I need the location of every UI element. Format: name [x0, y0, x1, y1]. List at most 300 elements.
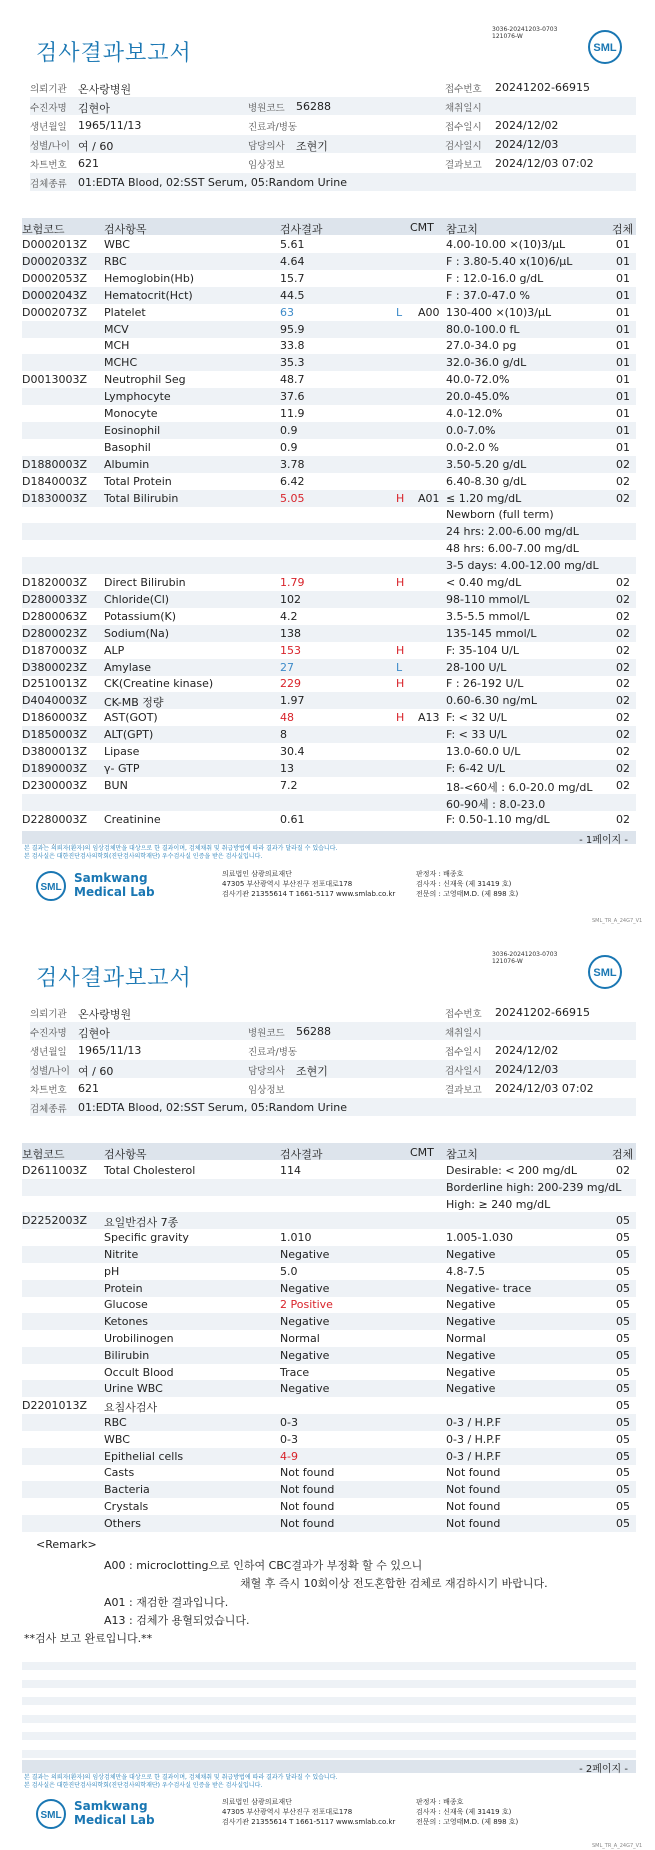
test-item: Glucose [104, 1298, 148, 1312]
specimen-code: 05 [616, 1231, 630, 1245]
test-item: WBC [104, 1432, 130, 1446]
test-item: Bacteria [104, 1483, 150, 1497]
comment-code: A00 [418, 305, 440, 319]
test-item: Lymphocyte [104, 390, 171, 404]
table-row [22, 1296, 636, 1313]
test-result: Negative [280, 1348, 330, 1362]
reference-range: Borderline high: 200-239 mg/dL [446, 1180, 622, 1194]
insurance-code: D0002043Z [22, 288, 87, 302]
reference-range: Negative [446, 1365, 496, 1379]
specimen-code: 01 [616, 423, 630, 437]
reference-range: F : 37.0-47.0 % [446, 288, 530, 302]
table-row [22, 1515, 636, 1532]
test-result: 33.8 [280, 339, 305, 353]
specimen-code: 05 [616, 1315, 630, 1329]
reference-range: 3-5 days: 4.00-12.00 mg/dL [446, 559, 599, 573]
reference-range: Not found [446, 1483, 501, 1497]
table-row [22, 304, 636, 321]
reference-range: Negative [446, 1248, 496, 1261]
sml-logo-icon [586, 953, 624, 991]
specimen-code: 01 [616, 440, 630, 454]
specimen-code: 05 [616, 1483, 630, 1497]
disclaimer: 본 결과는 의뢰자(환자)의 임상검체만을 대상으로 한 결과이며, 검체채취 및 취급방법에 따라 결과가 달라질 수 있습니다. 본 검사실은 대한진단검사의학회(진단검사의학재단) 우수검사실 인증을 받은 검사실입니다. [24, 1774, 338, 1789]
table-row [22, 1229, 636, 1246]
test-result: 229 [280, 677, 301, 691]
lab-address: 의료법인 삼광의료재단 47305 부산광역시 부산진구 전포대로178 검사기관 21355614 T 1661-5117 www.smlab.co.kr [222, 870, 396, 898]
insurance-code: D0002053Z [22, 271, 87, 285]
comment-code: A13 [418, 711, 440, 725]
test-result: 1.97 [280, 694, 305, 708]
test-item: Monocyte [104, 407, 158, 420]
test-item: CK-MB 정량 [104, 696, 164, 710]
reference-range: Not found [446, 1516, 501, 1530]
test-item: WBC [104, 238, 130, 251]
insurance-code: D0002013Z [22, 238, 87, 251]
reference-range: 6.40-8.30 g/dL [446, 474, 527, 488]
test-result: Normal [280, 1332, 320, 1345]
test-result: 4-9 [280, 1449, 298, 1463]
test-item: MCH [104, 339, 130, 353]
reference-range: 0.60-6.30 ng/mL [446, 694, 537, 708]
test-item: Nitrite [104, 1248, 139, 1261]
sml-footer-logo-icon [34, 1797, 68, 1831]
test-result: 15.7 [280, 271, 305, 285]
specimen-code: 01 [616, 322, 630, 336]
table-row [22, 811, 636, 828]
test-result: Trace [280, 1365, 310, 1379]
test-item: Occult Blood [104, 1365, 174, 1379]
reference-range: 0.0-2.0 % [446, 440, 499, 454]
specimen-code: 02 [616, 694, 630, 708]
test-result: 48 [280, 711, 294, 725]
test-result: Not found [280, 1500, 335, 1513]
table-row [22, 1313, 636, 1330]
insurance-code: D2280003Z [22, 812, 87, 826]
reference-range: 4.0-12.0% [446, 407, 503, 420]
specimen-code: 01 [616, 390, 630, 404]
specimen-code: 05 [616, 1348, 630, 1362]
test-result: 13 [280, 761, 294, 775]
test-item: CK(Creatine kinase) [104, 677, 214, 691]
blank-row [22, 1732, 636, 1740]
test-result: 153 [280, 643, 301, 657]
test-item: RBC [104, 254, 127, 268]
specimen-code: 02 [616, 1164, 630, 1177]
test-result: 0.9 [280, 440, 298, 454]
result-flag: H [396, 643, 405, 657]
table-row [22, 473, 636, 490]
specimen-code: 02 [616, 609, 630, 623]
test-result: 27 [280, 660, 294, 674]
table-row [22, 675, 636, 692]
reference-range: 27.0-34.0 pg [446, 339, 517, 353]
test-item: ALP [104, 643, 125, 657]
reference-range: 4.8-7.5 [446, 1264, 485, 1278]
specimen-code: 05 [616, 1248, 630, 1261]
test-item: BUN [104, 778, 128, 792]
specimen-code: 05 [616, 1466, 630, 1480]
specimen-code: 01 [616, 238, 630, 251]
specimen-code: 05 [616, 1432, 630, 1446]
test-result: 63 [280, 305, 294, 319]
table-row [22, 760, 636, 777]
form-code: SML_TR_A_24G7_V1 [592, 918, 643, 924]
test-item: Urobilinogen [104, 1332, 174, 1345]
reference-range: F : 12.0-16.0 g/dL [446, 271, 544, 285]
reference-range: Normal [446, 1332, 486, 1345]
test-result: 0.61 [280, 812, 305, 826]
table-row [22, 1364, 636, 1381]
table-row [22, 1431, 636, 1448]
reference-range: Negative [446, 1382, 496, 1396]
table-row [22, 337, 636, 354]
test-item: Lipase [104, 745, 140, 758]
test-item: Creatinine [104, 812, 161, 826]
specimen-code: 05 [616, 1264, 630, 1278]
specimen-code: 01 [616, 305, 630, 319]
table-row [22, 270, 636, 287]
table-row [22, 574, 636, 591]
sml-logo-icon [586, 28, 624, 66]
report-complete-note: **검사 보고 완료입니다.** [24, 1632, 153, 1645]
test-item: Chloride(Cl) [104, 592, 170, 606]
reference-range: 20.0-45.0% [446, 390, 510, 404]
reference-range: Negative- trace [446, 1281, 532, 1295]
test-result: Not found [280, 1516, 335, 1530]
svg-text:SML: SML [593, 42, 617, 54]
table-row [22, 1448, 636, 1465]
reference-range: 18-<60세 : 6.0-20.0 mg/dL [446, 780, 593, 794]
specimen-code: 05 [616, 1516, 630, 1530]
remark-a13: A13 : 검체가 용혈되었습니다. [104, 1614, 250, 1627]
table-row [22, 1179, 636, 1196]
insurance-code: D1860003Z [22, 711, 87, 725]
test-result: Negative [280, 1382, 330, 1396]
reference-range: F: 35-104 U/L [446, 643, 520, 657]
reference-range: 80.0-100.0 fL [446, 322, 520, 336]
result-flag: L [396, 660, 403, 674]
specimen-code: 05 [616, 1281, 630, 1295]
test-result: Not found [280, 1466, 335, 1480]
test-item: Casts [104, 1466, 135, 1480]
table-row [22, 1280, 636, 1297]
report-page-2: 3036-20241203-0703 121076-W 검사결과보고서 SML 의뢰기관 온사랑병원 접수번호 20241202-66915 수진자명 김현아 병원코드 56288 채취일시 생년월일 1965/11/13 진료과/병동 접수일시 2024/12/02 성별/나이 여 / 60 담당의사 조현기 검사일시 2024/12/03 차트번호 621 임상정보 결과보고 2024/12/03 07:02 검체종류 01:EDTA Blood, 02:SST Serum, 05:Random Urine 보험코드 검사항목 검사결과 CMT 참고치 검체 <Remark> A00 : microclotting으로 인하여 CBC결과가 부정확 할 수 있으니 채혈 후 즉시 10회이상 전도혼합한 검체로 재검하시기 바랍니다. A01 : 재검한 결과입니다. A13 : 검체가 용혈되었습니다. **검사 보고 완료입니다.** - 2페이지 - 본 결과는 의뢰자(환자)의 임상검체만을 대상으로 한 결과이며, 검체채취 및 취급방법에 따라 결과가 달라질 수 있습니다. 본 검사실은 대한진단검사의학회(진단검사의학재단) 우수검사실 인증을 받은 검사실입니다. SML Samkwang Medical Lab 의료법인 삼광의료재단 47305 부산광역시 부산진구 전포대로178 검사기관 21355614 T 1661-5117 www.smlab.co.kr 판정자 : 배종호 검사자 : 신재욱 (제 31419 호) 전문의 : 고영태M.D. (제 898 호) SML_TR_A_24G7_V1 D2611003Z Total Cholesterol 114 Desirable: < 200 mg/dL 02 Borderline high: 200-239 mg/dL High: ≥ 240 mg/dL D2252003Z 요일반검사 7종 05 Specific gravity 1.010 1.005-1.030 05 Nitrite Negative Negative 05 pH 5.0 4.8-7.5 05 Protein Negative Negative- trace 05 Glucose 2 Positive Negative 05 Ketones Negative Negative 05 Urobilinogen Normal Normal 05 Bilirubin Negative Negative 05 Occult Blood Trace Negative 05 Urine WBC Negative Negative 05 D2201013Z 요침사검사 05 RBC 0-3 0-3 / H.P.F 05 WBC 0-3 0-3 / H.P.F 05 Epithelial cells 4-9 0-3 / H.P.F 05 Casts Not found Not found 05 Bacteria Not found Not found 05 Crystals Not found Not found 05 Others Not found Not found 05 [0, 925, 655, 1850]
blank-row [22, 1680, 636, 1688]
table-row [22, 1481, 636, 1498]
svg-text:SML: SML [40, 1810, 62, 1821]
specimen-code: 02 [616, 677, 630, 691]
test-item: Basophil [104, 440, 151, 454]
table-row [22, 1196, 636, 1213]
lab-address: 의료법인 삼광의료재단 47305 부산광역시 부산진구 전포대로178 검사기관 21355614 T 1661-5117 www.smlab.co.kr [222, 1798, 396, 1826]
report-title: 검사결과보고서 [36, 966, 192, 991]
table-row [22, 625, 636, 642]
signatures: 판정자 : 배종호 검사자 : 신재욱 (제 31419 호) 전문의 : 고영태M.D. (제 898 호) [416, 1798, 519, 1826]
insurance-code: D2252003Z [22, 1214, 87, 1228]
report-page-1: 3036-20241203-0703 121076-W 검사결과보고서 SML 의뢰기관 온사랑병원 접수번호 20241202-66915 수진자명 김현아 병원코드 56288 채취일시 생년월일 1965/11/13 진료과/병동 접수일시 2024/12/02 성별/나이 여 / 60 담당의사 조현기 검사일시 2024/12/03 차트번호 621 임상정보 결과보고 2024/12/03 07:02 검체종류 01:EDTA Blood, 02:SST Serum, 05:Random Urine 보험코드 검사항목 검사결과 CMT 참고치 검체 - 1페이지 - 본 결과는 의뢰자(환자)의 임상검체만을 대상으로 한 결과이며, 검체채취 및 취급방법에 따라 결과가 달라질 수 있습니다. 본 검사실은 대한진단검사의학회(진단검사의학재단) 우수검사실 인증을 받은 검사실입니다. SML Samkwang Medical Lab 의료법인 삼광의료재단 47305 부산광역시 부산진구 전포대로178 검사기관 21355614 T 1661-5117 www.smlab.co.kr 판정자 : 배종호 검사자 : 신재욱 (제 31419 호) 전문의 : 고영태M.D. (제 898 호) SML_TR_A_24G7_V1 D0002013Z WBC 5.61 4.00-10.00 ×(10)3/μL 01 D0002033Z RBC 4.64 F : 3.80-5.40 x(10)6/μL 01 D0002053Z Hemoglobin(Hb) 15.7 F : 12.0-16.0 g/dL 01 D0002043Z Hematocrit(Hct) 44.5 F : 37.0-47.0 % 01 D0002073Z Platelet 63 L A00 130-400 ×(10)3/μL 01 MCV 95.9 80.0-100.0 fL 01 MCH 33.8 27.0-34.0 pg 01 MCHC 35.3 32.0-36.0 g/dL 01 D0013003Z Neutrophil Seg 48.7 40.0-72.0% 01 Lymphocyte 37.6 20.0-45.0% 01 Monocyte 11.9 4.0-12.0% 01 Eosinophil 0.9 0.0-7.0% 01 Basophil 0.9 0.0-2.0 % 01 D1880003Z Albumin 3.78 3.50-5.20 g/dL 02 D1840003Z Total Protein 6.42 6.40-8.30 g/dL 02 D1830003Z Total Bilirubin 5.05 H A01 ≤ 1.20 mg/dL 02 Newborn (full term) 24 hrs: 2.00-6.00 mg/dL 48 hrs: 6.00-7.00 mg/dL 3-5 days: 4.00-12.00 mg/dL D1820003Z Direct Bilirubin 1.79 H < 0.40 mg/dL 02 D2800033Z Chloride(Cl) 102 98-110 mmol/L 02 D2800063Z Potassium(K) 4.2 3.5-5.5 mmol/L 02 D2800023Z Sodium(Na) 138 135-145 mmol/L 02 D1870003Z ALP 153 H F: 35-104 U/L 02 D3800023Z Amylase 27 L 28-100 U/L 02 D2510013Z CK(Creatine kinase) 229 H F : 26-192 U/L 02 D4040003Z CK-MB 정량 1.97 0.60-6.30 ng/mL 02 D1860003Z AST(GOT) 48 H A13 F: < 32 U/L 02 D1850003Z ALT(GPT) 8 F: < 33 U/L 02 D3800013Z Lipase 30.4 13.0-60.0 U/L 02 D1890003Z γ- GTP 13 F: 6-42 U/L 02 D2300003Z BUN 7.2 18-<60세 : 6.0-20.0 mg/dL 02 60-90세 : 8.0-23.0 D2280003Z Creatinine 0.61 F: 0.50-1.10 mg/dL 02 [0, 0, 655, 925]
table-row [22, 456, 636, 473]
result-table-header: 보험코드 검사항목 검사결과 CMT 참고치 검체 [22, 218, 636, 235]
specimen-code: 05 [616, 1332, 630, 1345]
blank-row [22, 1715, 636, 1723]
remark-heading: <Remark> [36, 1538, 97, 1551]
insurance-code: D3800023Z [22, 660, 87, 674]
test-result: 114 [280, 1164, 301, 1177]
reference-range: 24 hrs: 2.00-6.00 mg/dL [446, 525, 579, 539]
table-row [22, 439, 636, 456]
table-row [22, 523, 636, 540]
table-row [22, 1498, 636, 1515]
specimen-code: 01 [616, 288, 630, 302]
reference-range: 0-3 / H.P.F [446, 1416, 501, 1429]
reference-range: Not found [446, 1466, 501, 1480]
test-result: 138 [280, 626, 301, 640]
blank-row [22, 1662, 636, 1670]
test-item: Eosinophil [104, 423, 161, 437]
table-row [22, 1347, 636, 1364]
test-item: RBC [104, 1416, 127, 1429]
test-result: 5.61 [280, 238, 305, 251]
table-row [22, 287, 636, 304]
table-row [22, 692, 636, 709]
test-result: 95.9 [280, 322, 305, 336]
reference-range: F: 0.50-1.10 mg/dL [446, 812, 550, 826]
test-result: 7.2 [280, 778, 298, 792]
test-item: pH [104, 1264, 120, 1278]
test-result: 4.2 [280, 609, 298, 623]
insurance-code: D2201013Z [22, 1399, 87, 1413]
table-row [22, 591, 636, 608]
specimen-code: 02 [616, 812, 630, 826]
table-row [22, 1263, 636, 1280]
table-row [22, 253, 636, 270]
insurance-code: D1880003Z [22, 457, 87, 471]
specimen-code: 01 [616, 407, 630, 420]
specimen-code: 02 [616, 474, 630, 488]
test-result: 102 [280, 592, 301, 606]
test-item: ALT(GPT) [104, 728, 154, 742]
brand-name: Samkwang Medical Lab [74, 1799, 155, 1827]
test-item: Urine WBC [104, 1382, 163, 1396]
table-row [22, 659, 636, 676]
table-row [22, 1414, 636, 1431]
specimen-code: 05 [616, 1214, 630, 1228]
test-item: Neutrophil Seg [104, 373, 186, 387]
test-result: 1.010 [280, 1231, 312, 1245]
reference-range: 40.0-72.0% [446, 373, 510, 387]
insurance-code: D1830003Z [22, 491, 87, 505]
test-result: 4.64 [280, 254, 305, 268]
reference-range: 48 hrs: 6.00-7.00 mg/dL [446, 542, 579, 556]
table-row [22, 371, 636, 388]
specimen-code: 05 [616, 1382, 630, 1396]
table-row [22, 1397, 636, 1414]
table-row [22, 557, 636, 574]
table-row [22, 743, 636, 760]
insurance-code: D1870003Z [22, 643, 87, 657]
test-item: Albumin [104, 457, 150, 471]
document-code: 3036-20241203-0703 121076-W [492, 26, 558, 40]
reference-range: Desirable: < 200 mg/dL [446, 1164, 578, 1177]
specimen-code: 01 [616, 373, 630, 387]
reference-range: 135-145 mmol/L [446, 626, 537, 640]
test-item: Others [104, 1516, 141, 1530]
insurance-code: D3800013Z [22, 745, 87, 758]
table-row [22, 236, 636, 253]
footer [0, 1793, 655, 1850]
test-result: 5.05 [280, 491, 305, 505]
document-code: 3036-20241203-0703 121076-W [492, 951, 558, 965]
page-number: - 2페이지 - [22, 1760, 636, 1773]
test-item: Protein [104, 1281, 143, 1295]
table-row [22, 540, 636, 557]
specimen-code: 02 [616, 660, 630, 674]
test-item: Total Bilirubin [104, 491, 179, 505]
remark-a01: A01 : 재검한 결과입니다. [104, 1596, 229, 1609]
table-row [22, 777, 636, 794]
insurance-code: D2800023Z [22, 626, 87, 640]
specimen-code: 01 [616, 339, 630, 353]
test-result: 30.4 [280, 745, 305, 758]
reference-range: 4.00-10.00 ×(10)3/μL [446, 238, 566, 251]
svg-text:SML: SML [593, 967, 617, 979]
specimen-code: 01 [616, 271, 630, 285]
form-code: SML_TR_A_24G7_V1 [592, 1843, 643, 1849]
specimen-code: 02 [616, 592, 630, 606]
specimen-code: 05 [616, 1500, 630, 1513]
report-title: 검사결과보고서 [36, 41, 192, 66]
insurance-code: D2300003Z [22, 778, 87, 792]
reference-range: ≤ 1.20 mg/dL [446, 491, 522, 505]
reference-range: Newborn (full term) [446, 508, 554, 522]
test-item: Epithelial cells [104, 1449, 184, 1463]
test-result: 1.79 [280, 576, 305, 589]
insurance-code: D0013003Z [22, 373, 87, 387]
comment-code: A01 [418, 491, 440, 505]
table-row [22, 1380, 636, 1397]
reference-range: High: ≥ 240 mg/dL [446, 1197, 551, 1211]
insurance-code: D0002033Z [22, 254, 87, 268]
test-item: Hematocrit(Hct) [104, 288, 193, 302]
test-item: Amylase [104, 660, 152, 674]
table-row [22, 354, 636, 371]
table-row [22, 726, 636, 743]
specimen-code: 02 [616, 457, 630, 471]
insurance-code: D1850003Z [22, 728, 87, 742]
specimen-code: 05 [616, 1449, 630, 1463]
reference-range: 0-3 / H.P.F [446, 1449, 501, 1463]
test-item: Sodium(Na) [104, 626, 169, 640]
test-item: Bilirubin [104, 1348, 150, 1362]
table-row [22, 490, 636, 507]
test-result: 3.78 [280, 457, 305, 471]
test-result: Negative [280, 1315, 330, 1329]
test-result: 35.3 [280, 356, 305, 370]
specimen-code: 05 [616, 1365, 630, 1379]
insurance-code: D4040003Z [22, 694, 87, 708]
test-item: Potassium(K) [104, 609, 177, 623]
table-row [22, 642, 636, 659]
remark-a00: A00 : microclotting으로 인하여 CBC결과가 부정확 할 수 있으니 [104, 1559, 423, 1572]
table-row [22, 1330, 636, 1347]
table-row [22, 1464, 636, 1481]
test-result: 0-3 [280, 1416, 298, 1429]
test-item: Ketones [104, 1315, 148, 1329]
specimen-code: 01 [616, 356, 630, 370]
brand-name: Samkwang Medical Lab [74, 871, 155, 899]
reference-range: 60-90세 : 8.0-23.0 [446, 797, 546, 811]
specimen-code: 02 [616, 728, 630, 742]
specimen-code: 02 [616, 576, 630, 589]
specimen-code: 02 [616, 745, 630, 758]
insurance-code: D1890003Z [22, 761, 87, 775]
specimen-code: 01 [616, 254, 630, 268]
reference-range: 1.005-1.030 [446, 1231, 513, 1245]
test-result: Negative [280, 1248, 330, 1261]
test-result: 44.5 [280, 288, 305, 302]
specimen-code: 02 [616, 626, 630, 640]
test-item: Total Protein [104, 474, 172, 488]
result-flag: L [396, 305, 403, 319]
table-row [22, 506, 636, 523]
test-result: 11.9 [280, 407, 305, 420]
test-result: 0.9 [280, 423, 298, 437]
insurance-code: D2800063Z [22, 609, 87, 623]
reference-range: 3.5-5.5 mmol/L [446, 609, 530, 623]
test-item: AST(GOT) [104, 711, 158, 725]
insurance-code: D0002073Z [22, 305, 87, 319]
reference-range: 98-110 mmol/L [446, 592, 530, 606]
reference-range: 3.50-5.20 g/dL [446, 457, 527, 471]
reference-range: 130-400 ×(10)3/μL [446, 305, 552, 319]
sml-footer-logo-icon [34, 869, 68, 903]
test-item: γ- GTP [104, 761, 140, 775]
test-result: 5.0 [280, 1264, 298, 1278]
insurance-code: D1840003Z [22, 474, 87, 488]
test-item: Crystals [104, 1500, 149, 1513]
specimen-code: 02 [616, 643, 630, 657]
table-row [22, 1162, 636, 1179]
result-flag: H [396, 576, 405, 589]
test-item: Hemoglobin(Hb) [104, 271, 195, 285]
specimen-code: 05 [616, 1416, 630, 1429]
test-item: Platelet [104, 305, 146, 319]
specimen-code: 02 [616, 491, 630, 505]
test-result: 2 Positive [280, 1298, 333, 1312]
test-item: Direct Bilirubin [104, 576, 186, 589]
test-item: MCHC [104, 356, 138, 370]
reference-range: 13.0-60.0 U/L [446, 745, 521, 758]
svg-text:SML: SML [40, 882, 62, 893]
table-row [22, 388, 636, 405]
specimen-code: 02 [616, 761, 630, 775]
test-item: Specific gravity [104, 1231, 189, 1245]
insurance-code: D1820003Z [22, 576, 87, 589]
reference-range: F: < 32 U/L [446, 711, 507, 725]
reference-range: F: < 33 U/L [446, 728, 507, 742]
test-item: 요침사검사 [104, 1401, 158, 1415]
result-flag: H [396, 711, 405, 725]
result-table-header: 보험코드 검사항목 검사결과 CMT 참고치 검체 [22, 1143, 636, 1160]
blank-row [22, 1697, 636, 1705]
reference-range: 28-100 U/L [446, 660, 507, 674]
table-row [22, 1212, 636, 1229]
specimen-code: 02 [616, 778, 630, 792]
table-row [22, 422, 636, 439]
insurance-code: D2800033Z [22, 592, 87, 606]
result-flag: H [396, 677, 405, 691]
reference-range: Not found [446, 1500, 501, 1513]
